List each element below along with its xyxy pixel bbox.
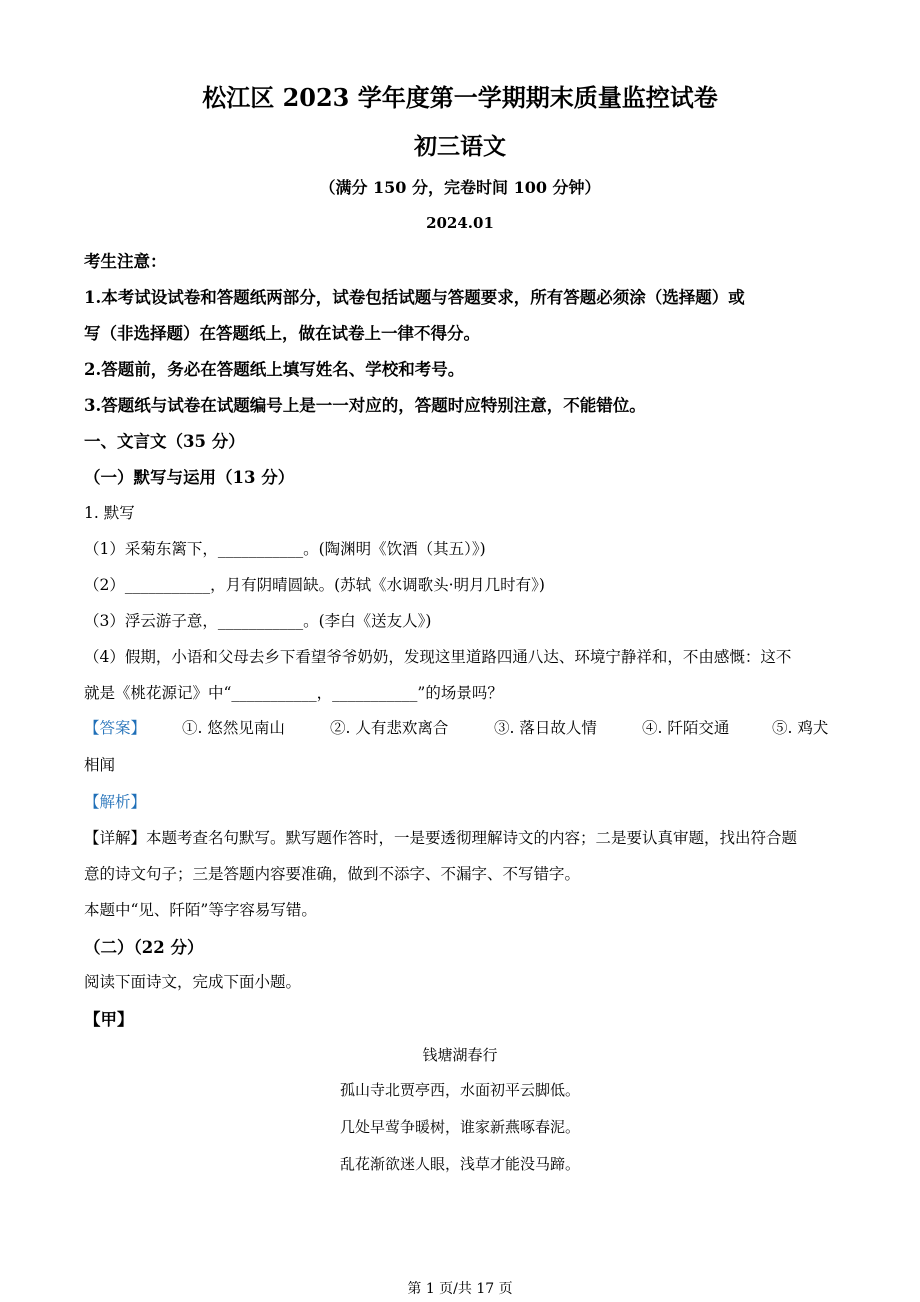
poem-line: 孤山寺北贾亭西，水面初平云脚低。	[339, 1081, 580, 1099]
notice-item-1-line-1: 1.本考试设试卷和答题纸两部分，试卷包括试题与答题要求，所有答题必须涂（选择题）或	[84, 288, 745, 307]
question-1-4-line-1: （4）假期，小语和父母去乡下看望爷爷奶奶，发现这里道路四通八达、环境宁静祥和，不由感慨：这不	[84, 648, 792, 666]
reading-instruction: 阅读下面诗文，完成下面小题。	[84, 973, 302, 991]
answer-tag: 【答案】	[84, 719, 147, 737]
notice-item-1-line-2: 写（非选择题）在答题纸上，做在试卷上一律不得分。	[84, 324, 480, 343]
poem-line: 几处早莺争暖树，谁家新燕啄春泥。	[339, 1118, 580, 1136]
question-1-2: （2）___________，月有阴晴圆缺。(苏轼《水调歌头·明月几时有》)	[84, 576, 545, 594]
poem-title: 钱塘湖春行	[422, 1046, 498, 1064]
question-1-1: （1）采菊东篱下，___________。(陶渊明《饮酒（其五）》)	[84, 540, 486, 558]
answer-item: ③. 落日故人情	[494, 719, 597, 737]
part2-heading: （二）（22 分）	[84, 938, 204, 957]
exam-date: 2024.01	[426, 214, 494, 232]
question-1-label: 1. 默写	[84, 504, 135, 522]
subject-title: 初三语文	[414, 133, 506, 160]
analysis-detail-line-1: 【详解】本题考查名句默写。默写题作答时，一是要透彻理解诗文的内容；二是要认真审题，找出符合题	[84, 829, 798, 847]
answer-item: ①. 悠然见南山	[182, 719, 285, 737]
passage-jia-label: 【甲】	[84, 1010, 134, 1029]
notice-heading: 考生注意：	[84, 252, 167, 271]
notice-item-3: 3.答题纸与试卷在试题编号上是一一对应的，答题时应特别注意，不能错位。	[84, 396, 646, 415]
question-1-4-line-2: 就是《桃花源记》中“___________，___________”的场景吗？	[84, 684, 503, 702]
exam-info: （满分 150 分，完卷时间 100 分钟）	[319, 178, 601, 197]
notice-item-2: 2.答题前，务必在答题纸上填写姓名、学校和考号。	[84, 360, 465, 379]
part1-heading: （一）默写与运用（13 分）	[84, 468, 295, 487]
poem-line: 乱花渐欲迷人眼，浅草才能没马蹄。	[339, 1155, 580, 1173]
answer-item: ②. 人有悲欢离合	[330, 719, 449, 737]
analysis-detail-line-2: 意的诗文句子；三是答题内容要准确，做到不添字、不漏字、不写错字。	[84, 865, 581, 883]
answer-item: ⑤. 鸡犬	[772, 719, 829, 737]
exam-title: 松江区 2023 学年度第一学期期末质量监控试卷	[202, 83, 718, 112]
section-heading: 一、文言文（35 分）	[84, 432, 245, 451]
page-number: 第 1 页/共 17 页	[407, 1281, 513, 1297]
answer-wrap: 相闻	[84, 756, 116, 774]
answer-item: ④. 阡陌交通	[642, 719, 730, 737]
analysis-tag: 【解析】	[84, 793, 147, 811]
analysis-detail-line-3: 本题中“见、阡陌”等字容易写错。	[84, 901, 317, 919]
question-1-3: （3）浮云游子意，___________。(李白《送友人》)	[84, 612, 432, 630]
